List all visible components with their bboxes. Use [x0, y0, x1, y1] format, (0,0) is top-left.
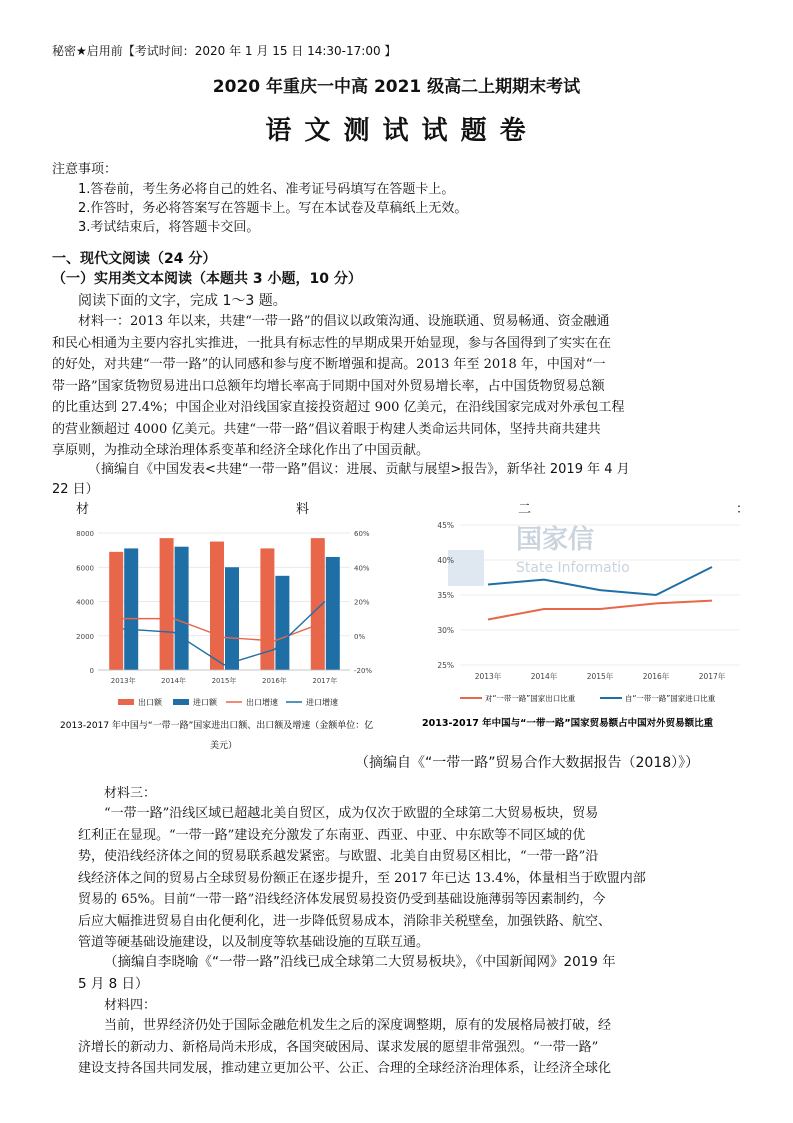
material-1-paragraph: [52, 311, 756, 462]
y-left-tick-label: 0: [89, 667, 94, 675]
paragraph-line: 后应大幅推进贸易自由化便利化，进一步降低贸易成本，消除非关税壁垒，加强铁路、航空、: [78, 913, 612, 929]
x-tick-label: 2014年: [530, 672, 558, 681]
line-export-share: [488, 601, 712, 620]
y-right-tick-label: 0%: [354, 632, 366, 641]
legend-label: 进口增速: [306, 698, 338, 707]
bar-export: [109, 552, 123, 670]
bar-import: [326, 557, 340, 670]
material-2-label-left: 材: [76, 502, 90, 517]
y-right-tick-label: 60%: [354, 530, 370, 538]
y-tick-label: 35%: [437, 591, 454, 600]
notice-heading: 注意事项：: [52, 162, 118, 177]
legend-swatch-import: [173, 699, 189, 705]
legend-label: 出口增速: [246, 698, 278, 707]
y-left-tick-label: 8000: [76, 530, 94, 538]
x-tick-label: 2017年: [312, 677, 338, 685]
x-tick-label: 2016年: [261, 677, 287, 685]
legend-label: 出口额: [138, 698, 162, 707]
chart-caption: 2013-2017 年中国与“一带一路”国家进出口额、出口额及增速（金额单位：亿: [60, 721, 374, 731]
y-left-tick-label: 2000: [76, 632, 94, 641]
y-right-tick-label: -20%: [354, 667, 373, 675]
paragraph-line: 当前，世界经济仍处于国际金融危机发生之后的深度调整期，原有的发展格局被打破，经: [104, 1018, 612, 1033]
material-4-label: 材料四：: [104, 998, 157, 1013]
paragraph-line: 享原则，为推动全球治理体系变革和经济全球化作出了中国贡献。: [52, 443, 430, 458]
material-2-label-right: 二: [518, 502, 532, 517]
chart-legend: [118, 697, 338, 707]
material-1-source: （摘编自《中国发表<共建“一带一路”倡议：进展、贡献与展望>报告》，新华社 2019 年 4 月: [88, 462, 630, 477]
y-tick-label: 30%: [437, 626, 454, 635]
section-heading: 一、现代文阅读（24 分）: [52, 251, 217, 267]
x-tick-label: 2015年: [586, 672, 614, 681]
x-tick-label: 2016年: [642, 672, 670, 681]
material-1-source-cont: 22 日）: [52, 482, 99, 497]
y-left-tick-label: 6000: [76, 564, 94, 573]
paragraph-line: 贸易的 65%。目前“一带一路”沿线经济体发展贸易投资仍受到基础设施薄弱等因素制约，今: [78, 892, 606, 907]
y-tick-label: 25%: [437, 661, 454, 670]
chart-trade-volume: [60, 515, 390, 755]
material-3-source: （摘编自李晓喻《“一带一路”沿线已成全球第二大贸易板块》，《中国新闻网》2019 年: [104, 954, 616, 970]
legend-label: 对“一带一路”国家出口比重: [485, 694, 576, 703]
paragraph-line: 红利正在显现。“一带一路”建设充分激发了东南亚、西亚、中亚、中东欧等不同区域的优: [78, 827, 586, 843]
paragraph-line: 的营业额超过 4000 亿美元。共建“一带一路”倡议着眼于构建人类命运共同体，坚持共商共建共: [52, 421, 601, 437]
paper-title: 语 文 测 试 试 题 卷: [265, 116, 528, 146]
material-3-label: 材料三：: [104, 786, 157, 801]
notice-item: 3.考试结束后，将答题卡交回。: [78, 220, 260, 235]
bar-import: [124, 548, 138, 670]
notice-list: [78, 180, 467, 237]
bar-export: [160, 538, 174, 670]
legend-label: 自“一带一路”国家进口比重: [625, 694, 716, 703]
x-tick-label: 2017年: [698, 672, 726, 681]
paragraph-line: 带一路”国家货物贸易进出口总额年均增长率高于同期中国对外贸易增长率，占中国货物贸易总额: [52, 378, 605, 394]
material-3-paragraph: [78, 803, 758, 954]
y-tick-label: 45%: [437, 521, 454, 530]
material-2-label-mid: 料: [296, 502, 310, 517]
x-tick-label: 2013年: [474, 672, 502, 681]
legend-label: 进口额: [193, 698, 217, 707]
sub-section-heading: （一）实用类文本阅读（本题共 3 小题，10 分）: [52, 271, 362, 287]
bar-import: [175, 547, 189, 670]
paragraph-line: “一带一路”沿线区域已超越北美自贸区，成为仅次于欧盟的全球第二大贸易板块，贸易: [104, 806, 599, 821]
reading-instruction: 阅读下面的文字，完成 1～3 题。: [78, 293, 287, 309]
legend-swatch-export: [118, 699, 134, 705]
material-2-label-colon: ：: [736, 502, 750, 517]
y-tick-label: 40%: [437, 556, 454, 565]
notice-item: 2.作答时，务必将答案写在答题卡上。写在本试卷及草稿纸上无效。: [78, 201, 468, 216]
paragraph-line: 管道等硬基础设施建设，以及制度等软基础设施的互联互通。: [78, 935, 430, 950]
exam-title: 2020 年重庆一中高 2021 级高二上期期末考试: [212, 77, 581, 97]
chart-legend: [460, 693, 716, 703]
chart-trade-share: [420, 510, 760, 735]
paragraph-line: 建设支持各国共同发展，推动建立更加公平、公正、合理的全球经济治理体系，让经济全球化: [78, 1061, 612, 1076]
paragraph-line: 济增长的新动力、新格局尚未形成，各国突破困局、谋求发展的愿望非常强烈。“一带一路”: [78, 1039, 599, 1055]
y-right-tick-label: 40%: [354, 564, 370, 573]
bar-export: [210, 542, 224, 670]
paragraph-line: 材料一：2013 年以来，共建“一带一路”的倡议以政策沟通、设施联通、贸易畅通、资金融通: [78, 314, 610, 329]
x-tick-label: 2015年: [211, 677, 237, 685]
material-4-paragraph: [78, 1015, 758, 1080]
confidential-notice: 秘密★启用前【考试时间：2020 年 1 月 15 日 14:30-17:00 】: [52, 44, 397, 58]
y-left-tick-label: 4000: [76, 598, 94, 607]
paragraph-line: 和民心相通为主要内容扎实推进，一批具有标志性的早期成果开始显现，参与各国得到了实实在在: [52, 335, 612, 351]
bar-import: [275, 576, 289, 670]
paragraph-line: 势，使沿线经济体之间的贸易联系越发紧密。与欧盟、北美自由贸易区相比，“一带一路”沿: [78, 849, 599, 864]
chart-caption: 2013-2017 年中国与“一带一路”国家贸易额占中国对外贸易额比重: [422, 718, 714, 729]
chart-caption-cont: 美元）: [210, 741, 238, 751]
material-2-source: （摘编自《“一带一路”贸易合作大数据报告（2018）》）: [355, 755, 700, 771]
paragraph-line: 的比重达到 27.4%；中国企业对沿线国家直接投资超过 900 亿美元，在沿线国家完成对外承包工程: [52, 400, 625, 415]
watermark-subtext: State Informatio: [516, 560, 630, 576]
notice-item: 1.答卷前，考生务必将自己的姓名、准考证号码填写在答题卡上。: [78, 182, 455, 197]
y-right-tick-label: 20%: [354, 598, 370, 607]
watermark-text: 国家信: [516, 525, 595, 555]
x-tick-label: 2013年: [110, 677, 136, 685]
paragraph-line: 的好处，对共建“一带一路”的认同感和参与度不断增强和提高。2013 年至 2018 年，中国对“一: [52, 357, 606, 372]
x-tick-label: 2014年: [161, 677, 187, 685]
material-3-source-cont: 5 月 8 日）: [78, 976, 149, 992]
paragraph-line: 线经济体之间的贸易占全球贸易份额正在逐步提升，至 2017 年已达 13.4%，体量相当于欧盟内部: [78, 870, 646, 886]
bar-import: [225, 567, 239, 670]
